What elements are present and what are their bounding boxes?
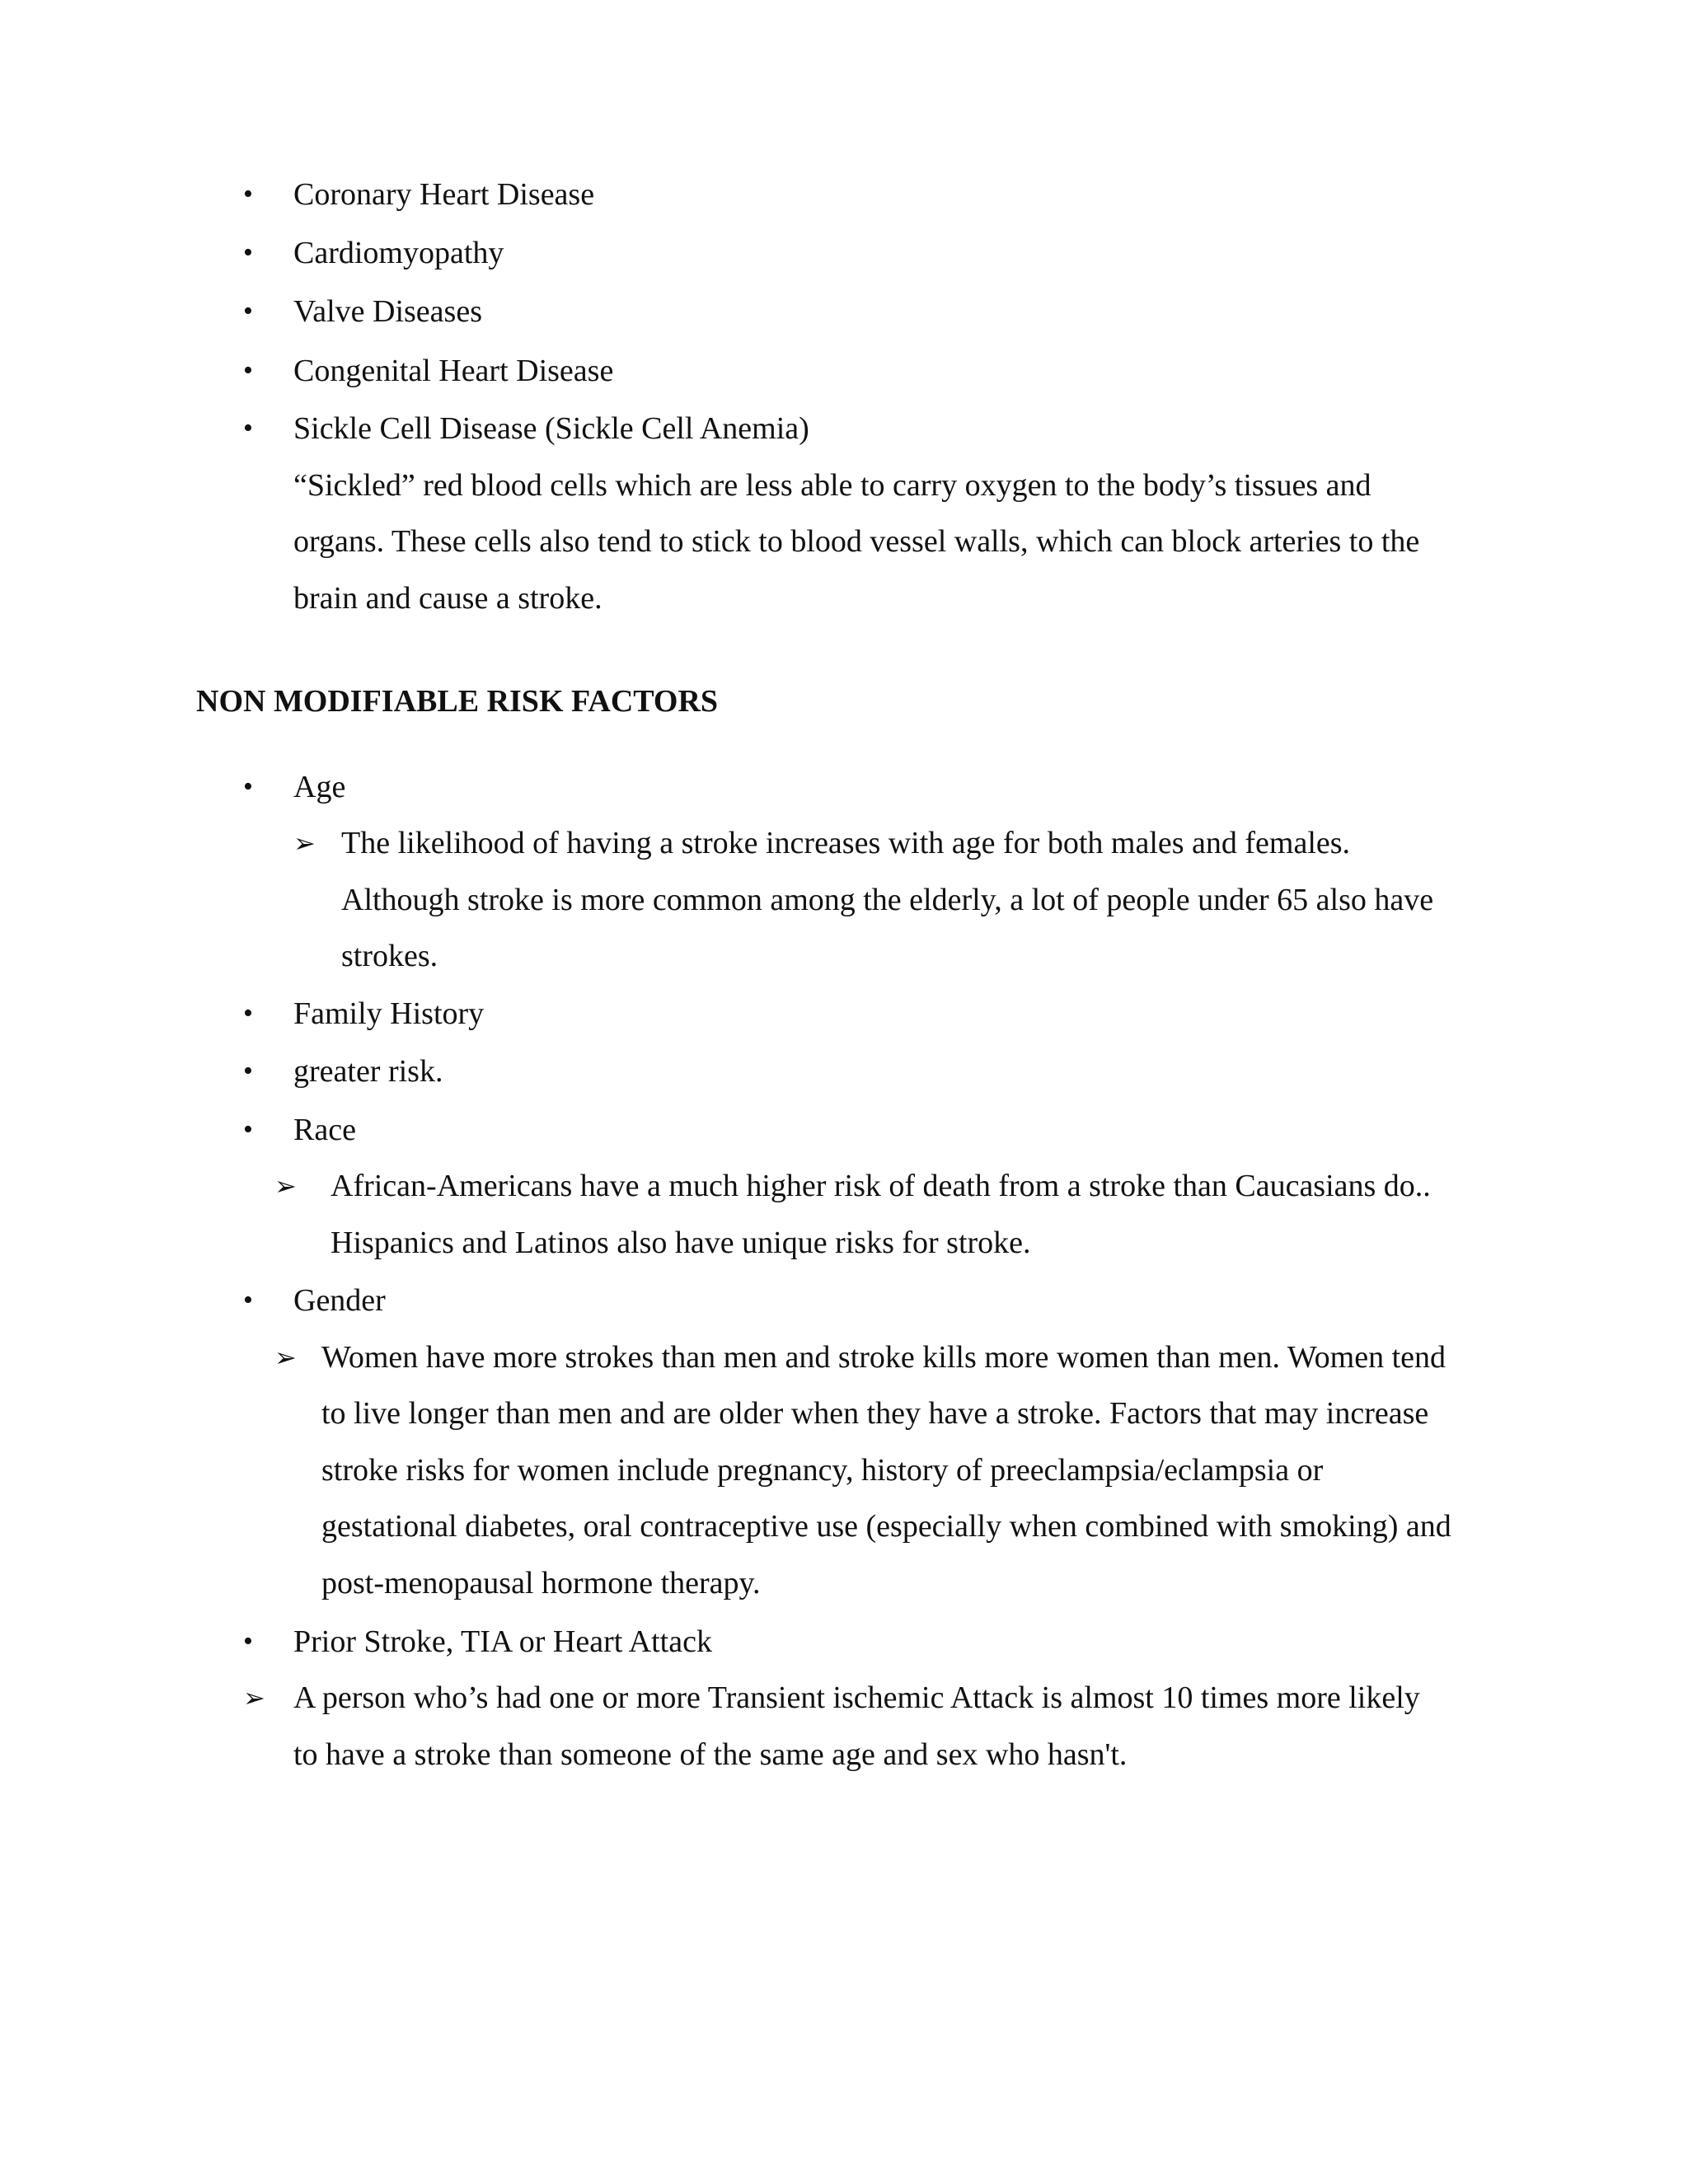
age-detail-line: strokes. (341, 939, 438, 973)
bullet-icon: • (243, 296, 253, 326)
sickle-description-line: organs. These cells also tend to stick to blood vessel walls, which can block arteries to the (293, 524, 1420, 559)
age-detail-line: Although stroke is more common among the elderly, a lot of people under 65 also have (341, 883, 1434, 917)
section-heading: NON MODIFIABLE RISK FACTORS (196, 684, 719, 719)
bullet-icon: • (243, 998, 253, 1029)
list-item-valve-diseases: Valve Diseases (293, 294, 482, 329)
age-detail-line: The likelihood of having a stroke increases with age for both males and females. (341, 826, 1351, 860)
prior-stroke-detail-line: A person who’s had one or more Transient ischemic Attack is almost 10 times more likely (293, 1680, 1420, 1715)
gender-detail-line: Women have more strokes than men and stroke kills more women than men. Women tend (321, 1340, 1447, 1375)
risk-factor-gender: Gender (293, 1283, 386, 1318)
arrow-bullet-icon: ➢ (274, 1343, 297, 1372)
race-detail-line: African-Americans have a much higher risk of death from a stroke than Caucasians do.. (331, 1169, 1431, 1203)
risk-factor-prior-stroke: Prior Stroke, TIA or Heart Attack (293, 1624, 712, 1659)
gender-detail-line: to live longer than men and are older when they have a stroke. Factors that may increase (321, 1396, 1429, 1431)
bullet-icon: • (243, 1056, 253, 1086)
gender-detail-line: stroke risks for women include pregnancy, history of preeclampsia/eclampsia or (321, 1453, 1324, 1488)
arrow-bullet-icon: ➢ (243, 1683, 265, 1713)
risk-factor-greater-risk: greater risk. (293, 1054, 443, 1089)
bullet-icon: • (243, 413, 253, 443)
list-item-cardiomyopathy: Cardiomyopathy (293, 236, 504, 270)
sickle-description-line: “Sickled” red blood cells which are less able to carry oxygen to the body’s tissues and (293, 468, 1372, 503)
arrow-bullet-icon: ➢ (293, 828, 316, 858)
bullet-icon: • (243, 1114, 253, 1145)
bullet-icon: • (243, 179, 253, 209)
gender-detail-line: gestational diabetes, oral contraceptive use (especially when combined with smoking) and (321, 1509, 1451, 1544)
sickle-description-line: brain and cause a stroke. (293, 581, 603, 616)
bullet-icon: • (243, 1626, 253, 1657)
list-item-congenital-heart-disease: Congenital Heart Disease (293, 354, 614, 388)
bullet-icon: • (243, 1285, 253, 1315)
arrow-bullet-icon: ➢ (274, 1171, 297, 1201)
gender-detail-line: post-menopausal hormone therapy. (321, 1566, 761, 1601)
bullet-icon: • (243, 355, 253, 386)
risk-factor-age: Age (293, 770, 346, 804)
prior-stroke-detail-line: to have a stroke than someone of the same age and sex who hasn't. (293, 1737, 1128, 1772)
list-item-coronary-heart-disease: Coronary Heart Disease (293, 177, 595, 212)
risk-factor-race: Race (293, 1113, 356, 1147)
bullet-icon: • (243, 237, 253, 268)
bullet-icon: • (243, 771, 253, 802)
race-detail-line: Hispanics and Latinos also have unique risks for stroke. (331, 1226, 1031, 1260)
list-item-sickle-cell-disease: Sickle Cell Disease (Sickle Cell Anemia) (293, 411, 809, 446)
risk-factor-family-history: Family History (293, 996, 485, 1031)
